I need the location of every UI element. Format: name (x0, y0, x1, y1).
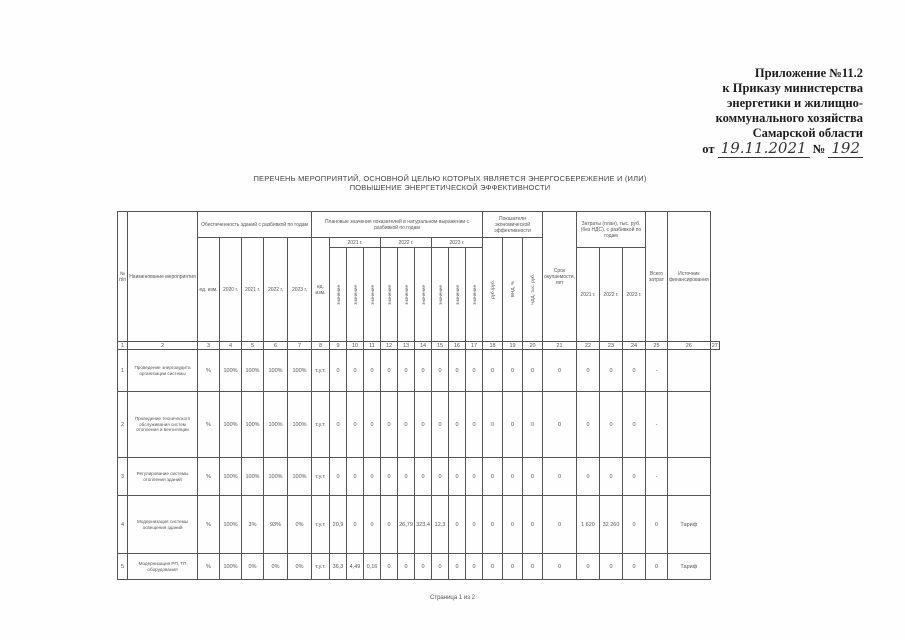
efficiency-value: 0 (503, 496, 523, 554)
meter-unit: т.у.т. (312, 458, 330, 496)
column-number: 20 (523, 342, 543, 350)
efficiency-value: 0 (503, 392, 523, 458)
header-group-2021: 2021 г. (330, 238, 381, 248)
indicator-value: 0 (364, 392, 381, 458)
title-line: ПЕРЕЧЕНЬ МЕРОПРИЯТИЙ, ОСНОВНОЙ ЦЕЛЬЮ КОТОРЫХ ЯВЛЯЕТСЯ ЭНЕРГОСБЕРЕЖЕНИЕ И (ИЛИ) (253, 174, 647, 183)
column-number: 4 (220, 342, 242, 350)
efficiency-value: 0 (523, 496, 543, 554)
indicator-value: 0 (415, 350, 432, 392)
indicator-value: 0 (432, 554, 449, 580)
coverage-value: 100% (264, 350, 288, 392)
indicator-value: 0 (466, 392, 483, 458)
column-number: 19 (503, 342, 523, 350)
cost-value: 0 (576, 392, 599, 458)
indicator-value: 36,3 (330, 554, 347, 580)
ind-col-label: значение (369, 284, 375, 305)
cost-value: 1 620 (576, 496, 599, 554)
column-number: 24 (622, 342, 645, 350)
header-payback: Срок окупаемости, лет (543, 212, 577, 342)
source-value (667, 458, 710, 496)
header-unit: ед. изм. (198, 238, 220, 342)
appendix-line: Самарской области (752, 126, 863, 140)
column-number: 2 (128, 342, 198, 350)
ind-col-label: значение (335, 284, 341, 305)
efficiency-value: 0 (523, 350, 543, 392)
header-ind (398, 248, 415, 342)
efficiency-value: 0 (523, 554, 543, 580)
total-value: 0 (645, 554, 667, 580)
coverage-value: 0% (288, 554, 312, 580)
source-value (667, 392, 710, 458)
cost-value: 0 (576, 458, 599, 496)
indicator-value: 0 (449, 554, 466, 580)
measures-table (117, 211, 720, 580)
header-year-2022: 2022 г. (264, 238, 288, 342)
indicator-value: 0 (347, 458, 364, 496)
coverage-value: 100% (220, 496, 242, 554)
header-ind (466, 248, 483, 342)
row-number: 3 (118, 458, 128, 496)
header-cost-2021: 2021 г. (576, 248, 599, 342)
row-unit: % (198, 496, 220, 554)
coverage-value: 100% (220, 350, 242, 392)
appendix-date-line (623, 141, 863, 157)
efficiency-value: 0 (483, 554, 503, 580)
ind-col-label: значение (420, 284, 426, 305)
column-number: 1 (118, 342, 128, 350)
indicator-value: 0 (415, 458, 432, 496)
indicator-value: 0 (381, 458, 398, 496)
column-number: 7 (288, 342, 312, 350)
source-value: Тариф (667, 554, 710, 580)
column-number: 17 (466, 342, 483, 350)
coverage-value: 3% (242, 496, 264, 554)
indicator-value: 0 (364, 458, 381, 496)
ind-col-label: значение (437, 284, 443, 305)
coverage-value: 0% (242, 554, 264, 580)
column-number: 26 (667, 342, 710, 350)
column-number: 11 (364, 342, 381, 350)
handwritten-date: 19.11.2021 (718, 139, 810, 158)
appendix-line: энергетики и жилищно- (726, 96, 863, 110)
header-year-2020: 2020 г. (220, 238, 242, 342)
row-number: 5 (118, 554, 128, 580)
row-unit: % (198, 458, 220, 496)
indicator-value: 0 (398, 350, 415, 392)
indicator-value: 0 (449, 350, 466, 392)
cost-value: 0 (622, 496, 645, 554)
efficiency-value: 0 (523, 458, 543, 496)
header-coverage: Обеспеченность зданий с разбивкой по годам (198, 212, 312, 238)
indicator-value: 0 (347, 350, 364, 392)
indicator-value: 0 (364, 496, 381, 554)
appendix-block (623, 66, 863, 157)
payback-value: 0 (543, 496, 577, 554)
indicator-value: 0 (398, 458, 415, 496)
ind-col-label: значение (403, 284, 409, 305)
appendix-line: к Приказу министерства (722, 81, 863, 95)
coverage-value: 100% (264, 392, 288, 458)
efficiency-value: 0 (483, 496, 503, 554)
indicator-value: 0 (398, 554, 415, 580)
header-cost-2023: 2023 г. (622, 248, 645, 342)
table-row (118, 350, 720, 392)
indicator-value: 0 (432, 458, 449, 496)
ind-col-label: значение (352, 284, 358, 305)
coverage-value: 100% (242, 350, 264, 392)
header-total: Всего затрат (645, 212, 667, 342)
column-number: 10 (347, 342, 364, 350)
appendix-line: Приложение №11.2 (754, 66, 863, 80)
indicator-value: 20,9 (330, 496, 347, 554)
column-number: 15 (432, 342, 449, 350)
indicator-value: 0 (364, 350, 381, 392)
coverage-value: 0% (288, 496, 312, 554)
header-group-2023: 2023 г. (432, 238, 483, 248)
date-prefix: от (702, 142, 715, 156)
cost-value: 0 (622, 392, 645, 458)
header-group-2022: 2022 г. (381, 238, 432, 248)
row-name: Модернизация системы освещения зданий (128, 496, 198, 554)
row-number: 1 (118, 350, 128, 392)
indicator-value: 0 (330, 458, 347, 496)
row-unit: % (198, 392, 220, 458)
total-value: - (645, 458, 667, 496)
meter-unit: т.у.т. (312, 350, 330, 392)
cost-value: 0 (622, 554, 645, 580)
indicator-value: 0 (330, 350, 347, 392)
column-number: 22 (576, 342, 599, 350)
indicator-value: 0 (330, 392, 347, 458)
column-number: 14 (415, 342, 432, 350)
cost-value: 0 (599, 350, 622, 392)
meter-unit: т.у.т. (312, 392, 330, 458)
header-ind (415, 248, 432, 342)
indicator-value: 0 (449, 458, 466, 496)
indicator-value: 0,16 (364, 554, 381, 580)
header-eff-1 (483, 238, 503, 342)
cost-value: 0 (576, 554, 599, 580)
indicator-value: 4,49 (347, 554, 364, 580)
column-number: 6 (264, 342, 288, 350)
cost-value: 32 260 (599, 496, 622, 554)
number-prefix: № (812, 142, 826, 156)
table-row (118, 458, 720, 496)
meter-unit: т.у.т. (312, 554, 330, 580)
source-value (667, 350, 710, 392)
header-ind (449, 248, 466, 342)
payback-value: 0 (543, 392, 577, 458)
column-number: 8 (312, 342, 330, 350)
appendix-line: коммунального хозяйства (715, 111, 863, 125)
efficiency-value: 0 (483, 392, 503, 458)
coverage-value: 100% (288, 392, 312, 458)
row-name: Модернизация РП, ТП оборудования (128, 554, 198, 580)
table-row (118, 554, 720, 580)
efficiency-value: 0 (503, 350, 523, 392)
header-efficiency: Показатели экономической эффективности (483, 212, 543, 238)
meter-unit: т.у.т. (312, 496, 330, 554)
header-no: № п/п (118, 212, 128, 342)
payback-value: 0 (543, 554, 577, 580)
header-eff-2 (503, 238, 523, 342)
coverage-value: 100% (242, 392, 264, 458)
indicator-value: 0 (398, 392, 415, 458)
column-number: 5 (242, 342, 264, 350)
eff-col-label: руб./руб. (490, 280, 495, 299)
indicator-value: 0 (347, 392, 364, 458)
efficiency-value: 0 (483, 458, 503, 496)
indicator-value: 0 (415, 554, 432, 580)
page-footer: Страница 1 из 2 (430, 595, 475, 601)
column-number: 25 (645, 342, 667, 350)
eff-col-label: ЧДД, тыс. руб. (530, 274, 535, 305)
indicator-value: 0 (415, 392, 432, 458)
efficiency-value: 0 (503, 458, 523, 496)
indicator-value: 0 (449, 496, 466, 554)
efficiency-value: 0 (523, 392, 543, 458)
indicator-value: 0 (381, 392, 398, 458)
column-number: 18 (483, 342, 503, 350)
indicator-value: 0 (347, 496, 364, 554)
header-cost-2022: 2022 г. (599, 248, 622, 342)
coverage-value: 100% (288, 458, 312, 496)
ind-col-label: значение (386, 284, 392, 305)
coverage-value: 100% (242, 458, 264, 496)
indicator-value: 0 (381, 496, 398, 554)
header-indicators: Плановые значения показателей в натуральном выражении с разбивкой по годам (312, 212, 483, 238)
row-name: Проведение технического обслуживания систем отопления и вентиляции (128, 392, 198, 458)
total-value: 0 (645, 496, 667, 554)
indicator-value: 0 (449, 392, 466, 458)
table-row (118, 496, 720, 554)
coverage-value: 100% (288, 350, 312, 392)
header-costs: Затраты (план), тыс. руб. (без НДС), с разбивкой по годам (576, 212, 645, 248)
row-number: 4 (118, 496, 128, 554)
header-year-2023: 2023 г. (288, 238, 312, 342)
indicator-value: 26,79 (398, 496, 415, 554)
payback-value: 0 (543, 458, 577, 496)
coverage-value: 93% (264, 496, 288, 554)
header-year-2021: 2021 г. (242, 238, 264, 342)
indicator-value: 0 (432, 350, 449, 392)
coverage-value: 100% (220, 458, 242, 496)
row-unit: % (198, 554, 220, 580)
indicator-value: 0 (381, 554, 398, 580)
header-eff-3 (523, 238, 543, 342)
coverage-value: 0% (264, 554, 288, 580)
indicator-value: 0 (466, 496, 483, 554)
total-value: - (645, 350, 667, 392)
column-number: 23 (599, 342, 622, 350)
column-number: 12 (381, 342, 398, 350)
column-number: 9 (330, 342, 347, 350)
row-unit: % (198, 350, 220, 392)
indicator-value: 0 (432, 392, 449, 458)
ind-col-label: значение (454, 284, 460, 305)
efficiency-value: 0 (503, 554, 523, 580)
handwritten-number: 192 (828, 139, 863, 158)
table-row (118, 392, 720, 458)
source-value: Тариф (667, 496, 710, 554)
indicator-value: 0 (466, 458, 483, 496)
column-number: 13 (398, 342, 415, 350)
row-name: Проведение энергоаудита организации системы (128, 350, 198, 392)
header-meter: ед. изм. (312, 238, 330, 342)
cost-value: 0 (599, 392, 622, 458)
indicator-value: 0 (381, 350, 398, 392)
column-number-row (118, 342, 720, 350)
row-number: 2 (118, 392, 128, 458)
column-number: 3 (198, 342, 220, 350)
column-number: 27 (711, 342, 718, 349)
header-source: Источник финансирования (667, 212, 710, 342)
efficiency-value: 0 (483, 350, 503, 392)
indicator-value: 323,4 (415, 496, 432, 554)
total-value: - (645, 392, 667, 458)
header-ind (432, 248, 449, 342)
header-ind (381, 248, 398, 342)
cost-value: 0 (622, 458, 645, 496)
indicator-value: 12,3 (432, 496, 449, 554)
ind-col-label: значение (471, 284, 477, 305)
cost-value: 0 (576, 350, 599, 392)
row-name: Регулирование системы отопления зданий (128, 458, 198, 496)
indicator-value: 0 (466, 554, 483, 580)
coverage-value: 100% (220, 392, 242, 458)
column-number: 16 (449, 342, 466, 350)
coverage-value: 100% (220, 554, 242, 580)
coverage-value: 100% (264, 458, 288, 496)
title-line: ПОВЫШЕНИЕ ЭНЕРГЕТИЧЕСКОЙ ЭФФЕКТИВНОСТИ (349, 183, 551, 192)
column-number: 21 (543, 342, 577, 350)
payback-value: 0 (543, 350, 577, 392)
cost-value: 0 (622, 350, 645, 392)
header-ind (364, 248, 381, 342)
cost-value: 0 (599, 458, 622, 496)
header-name: Наименование мероприятия (128, 212, 198, 342)
eff-col-label: ВНД, % (510, 281, 515, 298)
cost-value: 0 (599, 554, 622, 580)
header-ind (347, 248, 364, 342)
document-title (120, 174, 780, 192)
header-ind (330, 248, 347, 342)
indicator-value: 0 (466, 350, 483, 392)
